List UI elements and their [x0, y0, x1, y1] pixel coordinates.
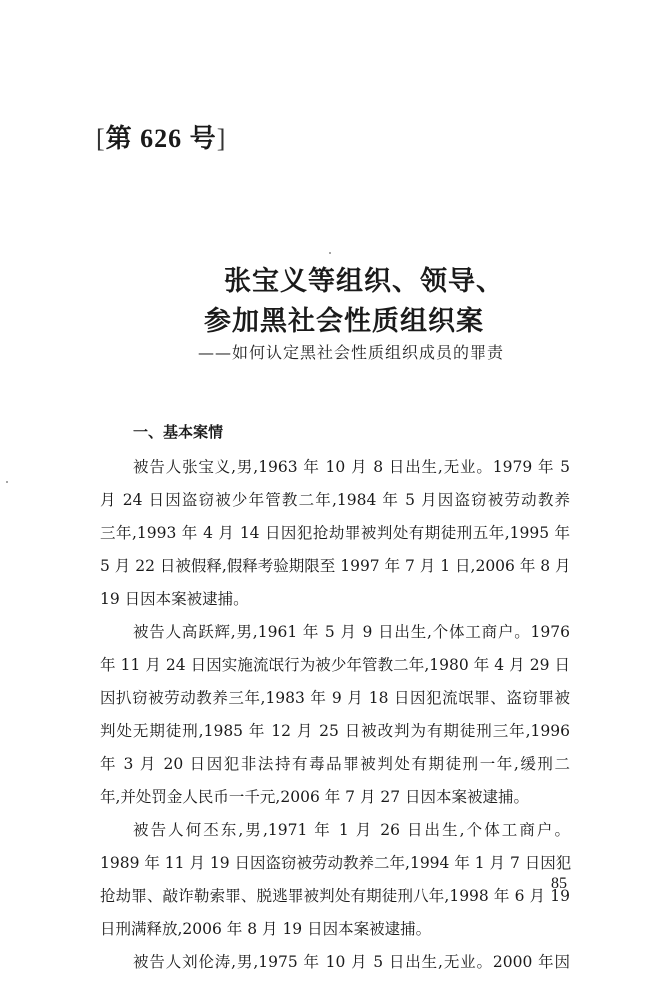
case-title: [0, 262, 668, 342]
text-line: 被告人何丕东,男,1971 年 1 月 26 日出生,个体工商户。: [133, 821, 570, 839]
scan-speck: [329, 252, 331, 254]
text-line: 年,并处罚金人民币一千元,2006 年 7 月 27 日因本案被逮捕。: [100, 788, 530, 806]
title-line-2: 参加黑社会性质组织案: [204, 306, 484, 337]
title-line-1: 张宝义等组织、领导、: [224, 266, 504, 297]
section-heading: 一、基本案情: [133, 423, 224, 441]
text-line: 判处无期徒刑,1985 年 12 月 25 日被改判为有期徒刑三年,1996: [100, 722, 570, 740]
scan-speck: [6, 481, 8, 483]
body-text: [100, 451, 570, 979]
text-line: 月 24 日因盗窃被少年管教二年,1984 年 5 月因盗窃被劳动教养: [100, 491, 570, 509]
bracket-open: [: [96, 124, 106, 153]
text-line: 被告人刘伦涛,男,1975 年 10 月 5 日出生,无业。2000 年因: [133, 953, 570, 971]
bracket-close: ]: [216, 124, 227, 153]
page-number: 85: [551, 875, 567, 892]
text-line: 年 11 月 24 日因实施流氓行为被少年管教二年,1980 年 4 月 29 日: [100, 656, 570, 674]
text-line: 因扒窃被劳动教养三年,1983 年 9 月 18 日因犯流氓罪、盗窃罪被: [100, 689, 570, 707]
text-line: 1989 年 11 月 19 日因盗窃被劳动教养二年,1994 年 1 月 7 日因犯: [100, 854, 572, 872]
text-line: 抢劫罪、敲诈勒索罪、脱逃罪被判处有期徒刑八年,1998 年 6 月 19: [100, 887, 570, 905]
text-line: 5 月 22 日被假释,假释考验期限至 1997 年 7 月 1 日,2006 年 8 月: [100, 557, 571, 575]
text-line: 三年,1993 年 4 月 14 日因犯抢劫罪被判处有期徒刑五年,1995 年: [100, 524, 570, 542]
case-subtitle: ——如何认定黑社会性质组织成员的罪责: [198, 343, 505, 362]
case-number: 第 626 号: [105, 124, 217, 153]
case-number-label: [96, 118, 226, 155]
text-line: 被告人高跃辉,男,1961 年 5 月 9 日出生,个体工商户。1976: [133, 623, 570, 641]
text-line: 日刑满释放,2006 年 8 月 19 日因本案被逮捕。: [100, 920, 432, 938]
text-line: 年 3 月 20 日因犯非法持有毒品罪被判处有期徒刑一年,缓刑二: [100, 755, 570, 773]
text-line: 被告人张宝义,男,1963 年 10 月 8 日出生,无业。1979 年 5: [133, 458, 570, 476]
text-line: 19 日因本案被逮捕。: [100, 590, 249, 608]
